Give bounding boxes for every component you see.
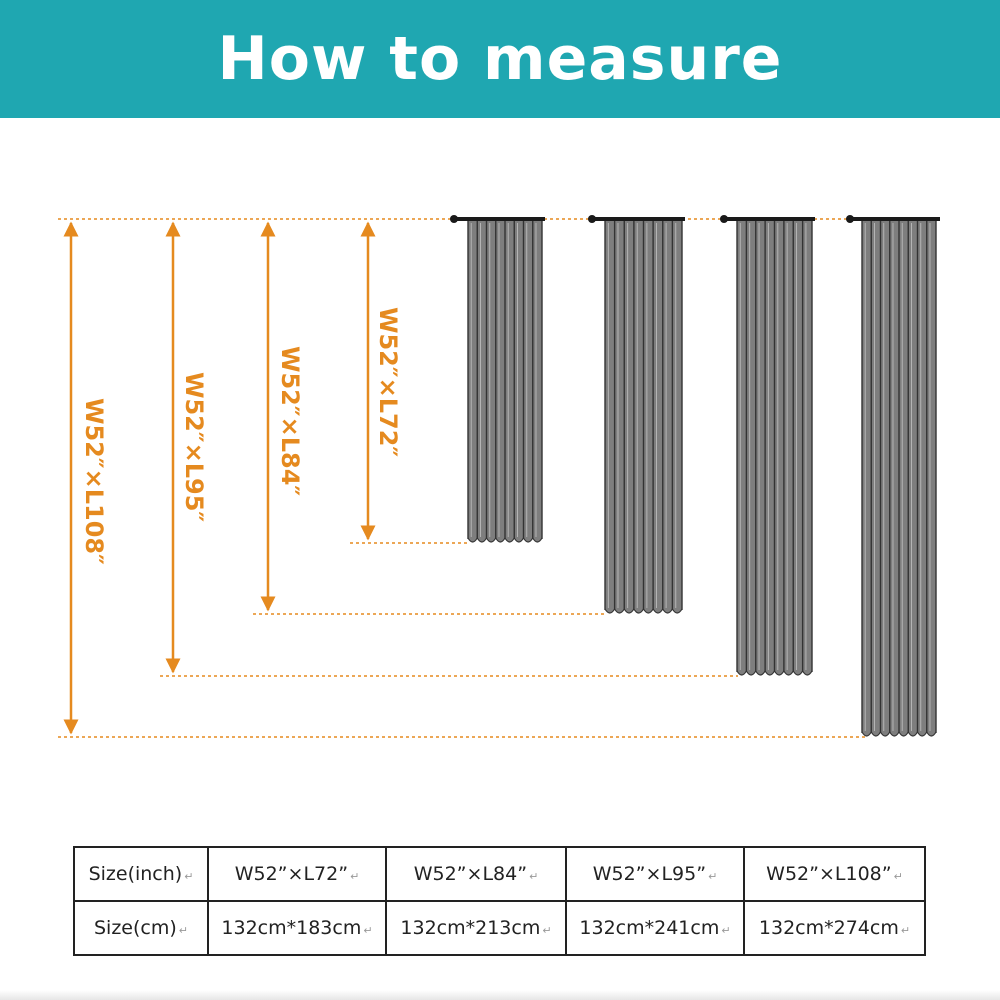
curtain-hem [737,671,746,675]
row-header: Size(cm) ↵ [74,901,208,955]
size-table [73,846,926,956]
curtain-hem [644,609,654,613]
curtain-hem [927,732,936,736]
curtain-hem [881,732,890,736]
curtain-hem [765,671,774,675]
curtain-hem [793,671,802,675]
page-title: How to measure [217,24,783,94]
curtain-hem [918,732,927,736]
curtain-panels [450,215,940,736]
size-label-l72: W52″×L72″ [374,307,402,458]
size-label-l108: W52″×L108″ [80,398,108,565]
curtain-hem [862,732,871,736]
curtain-rod [848,217,940,221]
size-label-l95: W52″×L95″ [180,372,208,523]
table-cell: 132cm*241cm ↵ [566,901,744,955]
curtain-hem [533,538,542,542]
curtain-hem [477,538,486,542]
measurement-arrows [71,223,368,733]
curtain-hem [756,671,765,675]
curtain-hem [505,538,514,542]
curtain-hem [653,609,663,613]
rod-finial [846,215,854,223]
curtain-panel-l84 [588,215,685,613]
curtain-rod [590,217,685,221]
curtain-hem [899,732,908,736]
curtain-hem [908,732,917,736]
curtain-hem [672,609,682,613]
table-cell: W52”×L108” ↵ [744,847,925,901]
bottom-divider [0,990,1000,1000]
curtain-hem [514,538,523,542]
curtain-hem [624,609,634,613]
curtain-hem [746,671,755,675]
curtain-hem [871,732,880,736]
table-cell: 132cm*274cm ↵ [744,901,925,955]
table-row [74,847,925,901]
curtain-panel-l72 [450,215,545,542]
curtain-hem [634,609,644,613]
row-header: Size(inch) ↵ [74,847,208,901]
size-label-l84: W52″×L84″ [276,346,304,497]
table-cell: 132cm*213cm ↵ [386,901,566,955]
curtain-panel-l108 [846,215,940,736]
rod-finial [588,215,596,223]
table-cell: 132cm*183cm ↵ [208,901,386,955]
curtain-hem [615,609,625,613]
curtain-rod [452,217,545,221]
curtain-hem [890,732,899,736]
curtain-hem [775,671,784,675]
rod-finial [720,215,728,223]
table-cell: W52”×L95” ↵ [566,847,744,901]
curtain-hem [663,609,673,613]
curtain-rod [722,217,815,221]
curtain-hem [487,538,496,542]
curtain-hem [784,671,793,675]
curtain-hem [524,538,533,542]
curtain-panel-l95 [720,215,815,675]
curtain-hem [496,538,505,542]
table-cell: W52”×L84” ↵ [386,847,566,901]
curtain-hem [803,671,812,675]
curtain-hem [468,538,477,542]
table-row [74,901,925,955]
table-cell: W52”×L72” ↵ [208,847,386,901]
rod-finial [450,215,458,223]
curtain-hem [605,609,615,613]
